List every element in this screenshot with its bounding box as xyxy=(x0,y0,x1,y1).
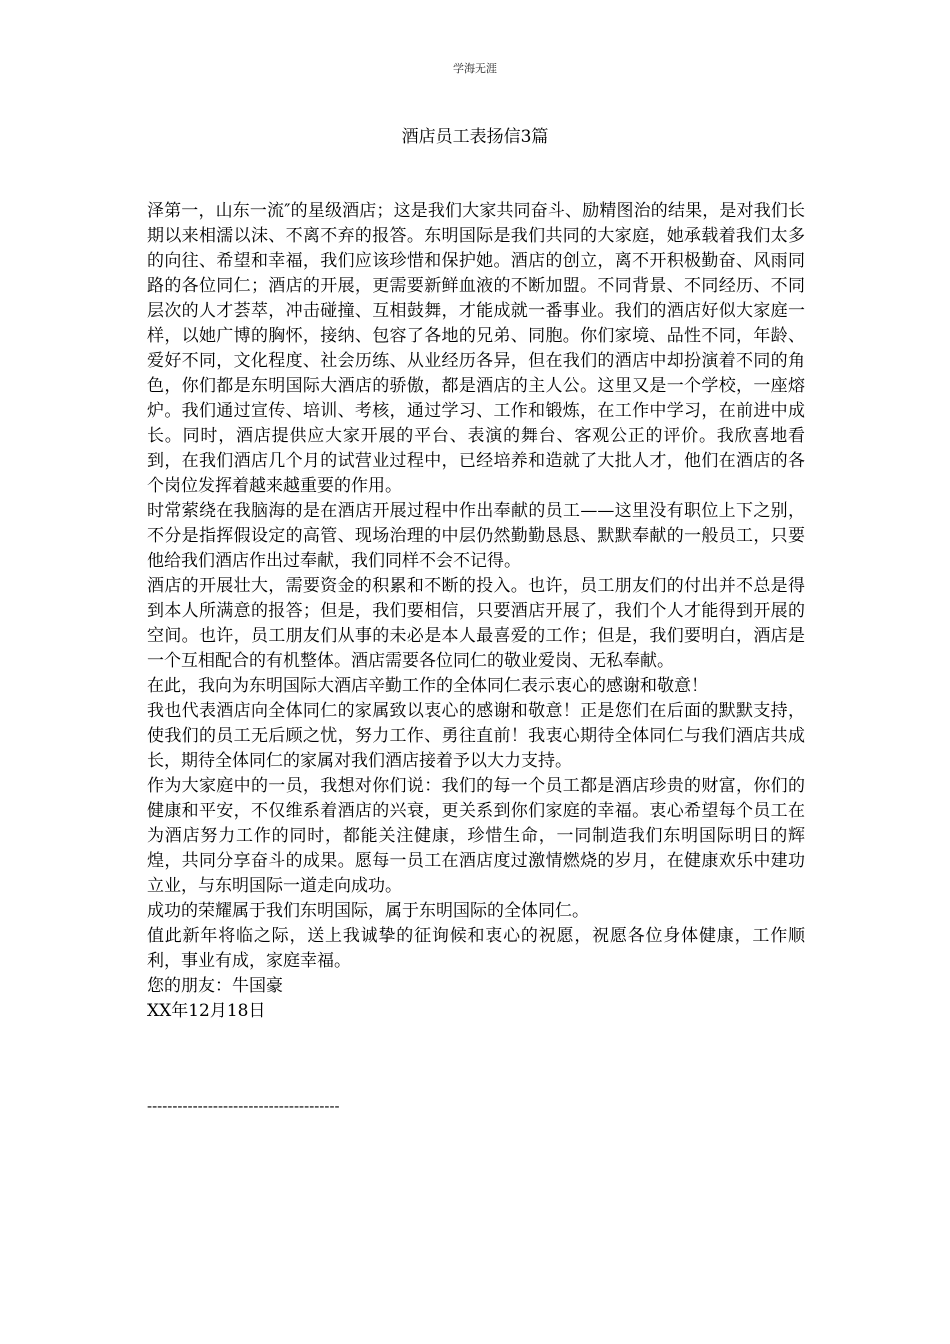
letter-date: XX年12月18日 xyxy=(147,1001,266,1021)
letter-body xyxy=(147,199,805,1024)
page-header: 学海无涯 xyxy=(453,62,497,75)
divider-line: -------------------------------------- xyxy=(147,1097,340,1115)
paragraph-3: 酒店的开展壮大，需要资金的积累和不断的投入。也许，员工朋友们的付出并不总是得到本人所满意的报答；但是，我们要相信，只要酒店开展了，我们个人才能得到开展的空间。也许，员工朋友们从事的未必是本人最喜爱的工作；但是，我们要明白，酒店是一个互相配合的有机整体。酒店需要各位同仁的敬业爱岗、无私奉献。 xyxy=(147,576,805,671)
signature: 您的朋友：牛国豪 xyxy=(147,976,283,996)
paragraph-4: 在此，我向为东明国际大酒店辛勤工作的全体同仁表示衷心的感谢和敬意！ xyxy=(147,676,708,696)
paragraph-5: 我也代表酒店向全体同仁的家属致以衷心的感谢和敬意！正是您们在后面的默默支持，使我们的员工无后顾之忧，努力工作、勇往直前！我衷心期待全体同仁与我们酒店共成长，期待全体同仁的家属对我们酒店接着予以大力支持。 xyxy=(147,701,805,771)
paragraph-2: 时常萦绕在我脑海的是在酒店开展过程中作出奉献的员工——这里没有职位上下之别，不分是指挥假设定的高管、现场治理的中层仍然勤勤恳恳、默默奉献的一般员工，只要他给我们酒店作出过奉献，我们同样不会不记得。 xyxy=(147,501,805,571)
paragraph-8: 值此新年将临之际，送上我诚挚的征询候和衷心的祝愿，祝愿各位身体健康，工作顺利，事业有成，家庭幸福。 xyxy=(147,926,805,971)
paragraph-6: 作为大家庭中的一员，我想对你们说：我们的每一个员工都是酒店珍贵的财富，你们的健康和平安，不仅维系着酒店的兴衰，更关系到你们家庭的幸福。衷心希望每个员工在为酒店努力工作的同时，都能关注健康，珍惜生命，一同制造我们东明国际明日的辉煌，共同分享奋斗的成果。愿每一员工在酒店度过激情燃烧的岁月，在健康欢乐中建功立业，与东明国际一道走向成功。 xyxy=(147,776,805,896)
document-title: 酒店员工表扬信3篇 xyxy=(401,127,549,147)
paragraph-7: 成功的荣耀属于我们东明国际，属于东明国际的全体同仁。 xyxy=(147,901,589,921)
paragraph-1: 泽第一，山东一流″的星级酒店；这是我们大家共同奋斗、励精图治的结果，是对我们长期以来相濡以沫、不离不弃的报答。东明国际是我们共同的大家庭，她承载着我们太多的向往、希望和幸福，我们应该珍惜和保护她。酒店的创立，离不开积极勤奋、风雨同路的各位同仁；酒店的开展，更需要新鲜血液的不断加盟。不同背景、不同经历、不同层次的人才荟萃，冲击碰撞、互相鼓舞，才能成就一番事业。我们的酒店好似大家庭一样，以她广博的胸怀，接纳、包容了各地的兄弟、同胞。你们家境、品性不同，年龄、爱好不同，文化程度、社会历练、从业经历各异，但在我们的酒店中却扮演着不同的角色，你们都是东明国际大酒店的骄傲，都是酒店的主人公。这里又是一个学校，一座熔炉。我们通过宣传、培训、考核，通过学习、工作和锻炼，在工作中学习，在前进中成长。同时，酒店提供应大家开展的平台、表演的舞台、客观公正的评价。我欣喜地看到，在我们酒店几个月的试营业过程中，已经培养和造就了大批人才，他们在酒店的各个岗位发挥着越来越重要的作用。 xyxy=(147,201,805,496)
